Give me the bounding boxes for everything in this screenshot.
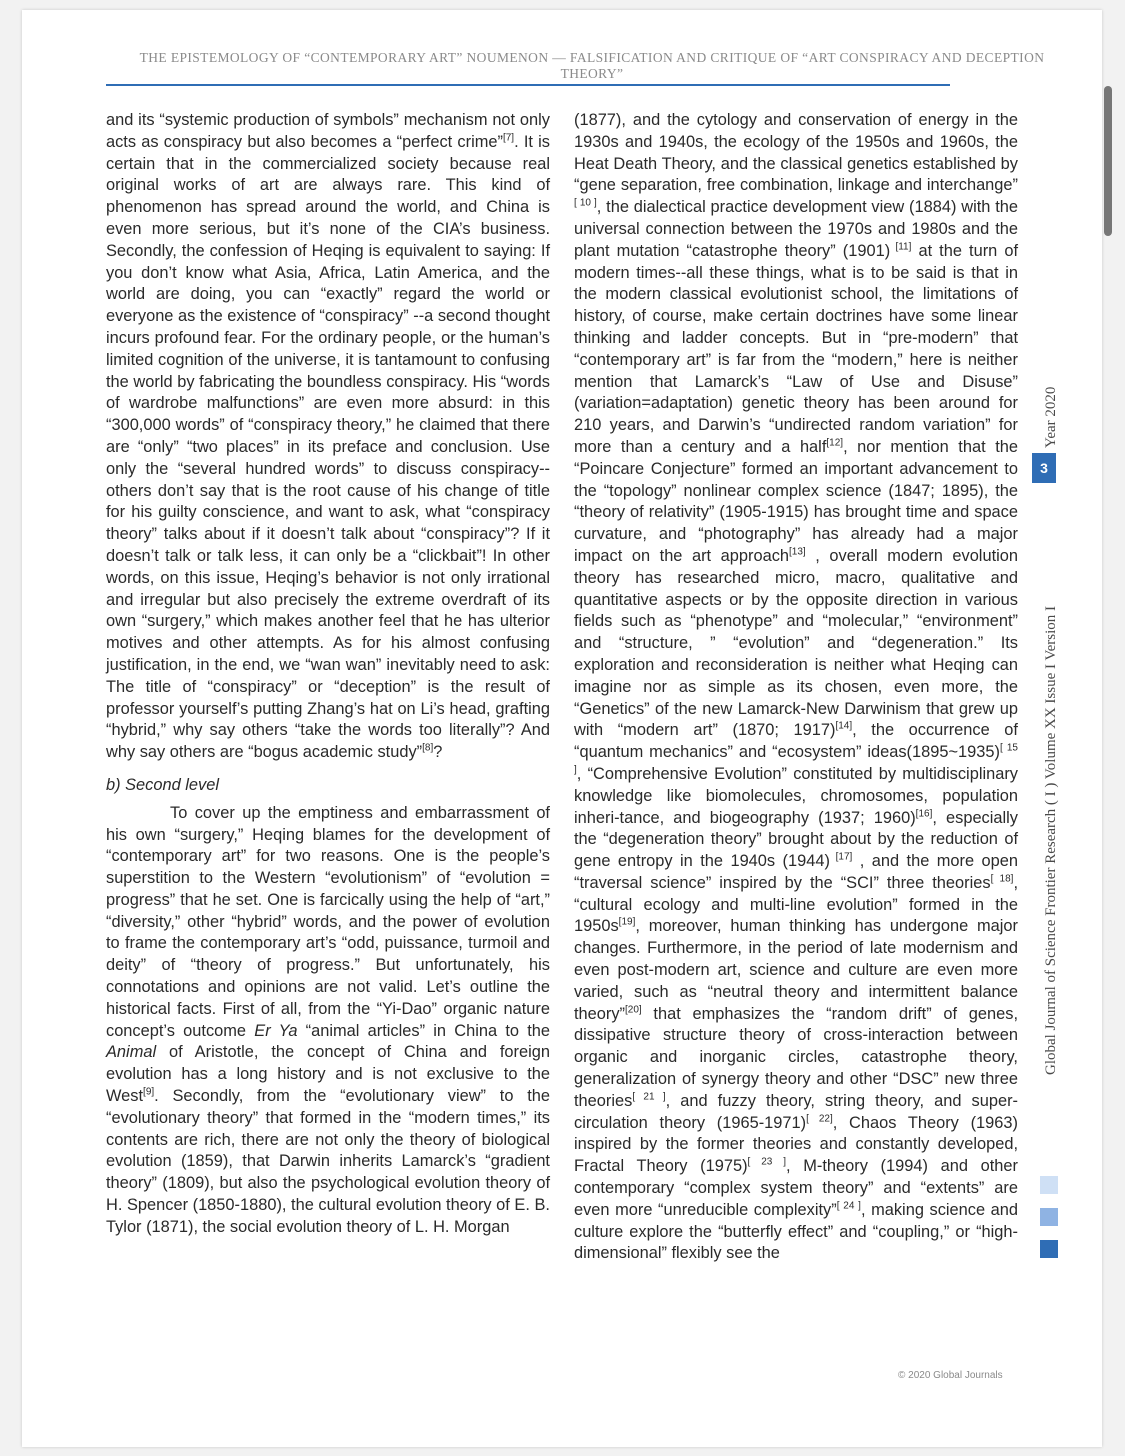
page-number: 3 — [1032, 453, 1056, 483]
decorative-square — [1040, 1176, 1058, 1194]
scrollbar-thumb[interactable] — [1104, 86, 1112, 236]
reference-marker[interactable]: [ 23 ] — [747, 1156, 786, 1168]
decorative-square — [1040, 1240, 1058, 1258]
header-rule — [106, 84, 950, 86]
reference-marker[interactable]: [ 15 ] — [574, 742, 1018, 776]
reference-marker[interactable]: [ 22] — [806, 1113, 833, 1125]
right-column — [574, 110, 1018, 1265]
reference-marker[interactable]: [ 21 ] — [632, 1091, 666, 1103]
left-column — [106, 110, 550, 1239]
reference-marker[interactable]: [20] — [625, 1004, 642, 1016]
reference-marker[interactable]: [ 24 ] — [836, 1200, 861, 1212]
journal-page — [22, 10, 1102, 1447]
reference-marker[interactable]: [ 18] — [990, 873, 1014, 885]
copyright: © 2020 Global Journals — [898, 1370, 1003, 1381]
reference-marker[interactable]: [13] — [789, 546, 806, 558]
reference-marker[interactable]: [8] — [422, 742, 434, 754]
reference-marker[interactable]: [7] — [502, 132, 515, 144]
reference-marker[interactable]: [12] — [826, 437, 844, 449]
reference-marker[interactable]: [19] — [618, 917, 636, 929]
reference-marker[interactable]: [17] — [829, 851, 853, 863]
reference-marker[interactable]: [9] — [143, 1086, 155, 1098]
running-head: THE EPISTEMOLOGY OF “CONTEMPORARY ART” NOUMENON — FALSIFICATION AND CRITIQUE OF “ART CONSPIRACY AND DECEPTION THEORY” — [139, 50, 1045, 81]
reference-marker[interactable]: [16] — [915, 808, 933, 820]
paragraph: To cover up the emptiness and embarrassment of his own “surgery,” Heqing blames for the development of “contemporary art” for two reasons. One is the people’s superstition to the Western “evolutionism” of “evolution = progress” that he set. One is farcically using the help of “art,” “diversity,” other “hybrid” words, and the power of evolution to frame the contemporary art’s “odd, puissance, turmoil and deity” of “theory of progress.” But unfortunately, his connotations and opinions are not valid. Let’s outline the historical facts. First of all, from the “Yi-Dao” organic nature concept’s outcome Er Ya “animal articles” in China to the Animal of Aristotle, the concept of China and foreign evolution has a long history and is not exclusive to the West[9]. Secondly, from the “evolutionary view” to the “evolutionary theory” that formed in the “modern times,” its contents are rich, there are not only the theory of biological evolution (1859), that Darwin inherits Lamarck’s “gradient theory” (1809), but also the psychological evolution theory of H. Spencer (1850-1880), the cultural evolution theory of E. B. Tylor (1871), the social evolution theory of L. H. Morgan — [106, 803, 551, 1236]
journal-sidebar — [1034, 365, 1068, 1185]
paragraph: (1877), and the cytology and conservation of energy in the 1930s and 1940s, the ecology of the 1950s and 1960s, the Heat Death Theory, and the classical genetics established by “gene separation, free combination, linkage and interchange” [ 10 ], the dialectical practice development view (1884) with the universal connection between the 1970s and 1980s and the plant mutation “catastrophe theory” (1901) [11] at the turn of modern times--all these things, what is to be said is that in the modern classical evolutionist school, the limitations of history, of course, make certain doctrines have some linear thinking and ladder concepts. But in “pre-modern” that “contemporary art” is far from the “modern,” here is neither mention that Lamarck’s “Law of Use and Disuse” (variation=adaptation) genetic theory has been around for 210 years, and Darwin’s “undirected random variation” for more than a century and a half[12], nor mention that the “Poincare Conjecture” formed an important advancement to the “topology” nonlinear complex science (1847; 1895), the “theory of relativity” (1905-1915) has brought time and space curvature, and “photography” has already had a major impact on the art approach[13] , overall modern evolution theory has researched micro, macro, qualitative and quantitative aspects or by the opposite direction in various fields such as “phenotype” and “molecular,” “environment” and “structure, ” “evolution” and “degeneration.” Its exploration and reconsideration is neither what Heqing can imagine nor as simple as its chosen, even more, the “Genetics” of the new Lamarck-New Darwinism that grew up with “modern art” (1870; 1917)[14], the occurrence of “quantum mechanics” and “ecosystem” ideas(1895~1935)[ 15 ], “Comprehensive Evolution” constituted by multidisciplinary knowledge like biomolecules, chromosomes, population inheri-tance, and biogeography (1937; 1960)[16], especially the “degeneration theory” brought about by the reduction of gene entropy in the 1940s (1944) [17] , and the more open “traversal science” inspired by the “SCI” three theories[ 18], “cultural ecology and multi-line evolution” formed in the 1950s[19], moreover, human thinking has undergone major changes. Furthermore, in the period of late modernism and even post-modern art, science and culture are even more varied, such as “neutral theory and intermittent balance theory”[20] that emphasizes the “random drift” of genes, dissipative structure theory of cross-interaction between organic and inorganic circles, catastrophe theory, generalization of synergy theory and other “DSC” new three theories[ 21 ], and fuzzy theory, string theory, and super-circulation theory (1965-1971)[ 22], Chaos Theory (1963) inspired by the former theories and constantly developed, Fractal Theory (1975)[ 23 ], M-theory (1994) and other contemporary “complex system theory” and “extents” are even more “unreducible complexity”[ 24 ], making science and culture explore the “butterfly effect” and “coupling,” or “high-dimensional” flexibly see the — [574, 111, 1019, 1263]
subsection-heading: b) Second level — [106, 775, 219, 794]
decorative-square — [1040, 1208, 1058, 1226]
reference-marker[interactable]: [11] — [890, 241, 912, 253]
journal-info: Global Journal of Science Frontier Research ( I ) Volume XX Issue I Version I — [1043, 605, 1059, 1075]
reference-marker[interactable]: [ 10 ] — [574, 197, 597, 209]
paragraph: and its “systemic production of symbols” mechanism not only acts as conspiracy but also becomes a “perfect crime”[7]. It is certain that in the commercialized society because real original works of art are always rare. This kind of phenomenon has spread around the world, and China is even more serious, but it’s none of the CIA’s business. Secondly, the confession of Heqing is equivalent to saying: If you don’t know what Asia, Africa, Latin America, and the world are doing, you can “exactly” regard the world or everyone as the existence of “conspiracy” --a second thought incurs profound fear. For the ordinary people, or the human’s limited cognition of the universe, it is tantamount to confusing the world by fabricating the boundless conspiracy. His “words of wardrobe malfunctions” are even more absurd: in this “300,000 words” of “conspiracy theory,” he claimed that there are “only” “two places” in its preface and conclusion. Use only the “several hundred words” to discuss conspiracy-- others don’t say that is the root cause of his change of title for his guilty conscience, and want to ask, what “conspiracy theory” talks about if it doesn’t talk about “conspiracy”? If it doesn’t talk or talk less, it can only be a “clickbait”! In other words, on this issue, Heqing’s behavior is not only irrational and irregular but also precisely the extreme overdraft of its own “surgery,” which makes another feel that he has ulterior motives and other attempts. As for his almost confusing justification, in the end, we “wan wan” inevitably need to ask: The title of “conspiracy” or “deception” is the result of professor yourself’s putting Zhang’s hat on Li’s head, grafting “hybrid,” why say others “take the words too literally”? And why say others are “bogus academic study”[8]? — [106, 111, 550, 762]
reference-marker[interactable]: [14] — [835, 720, 853, 732]
journal-year: Year 2020 — [1043, 386, 1059, 448]
